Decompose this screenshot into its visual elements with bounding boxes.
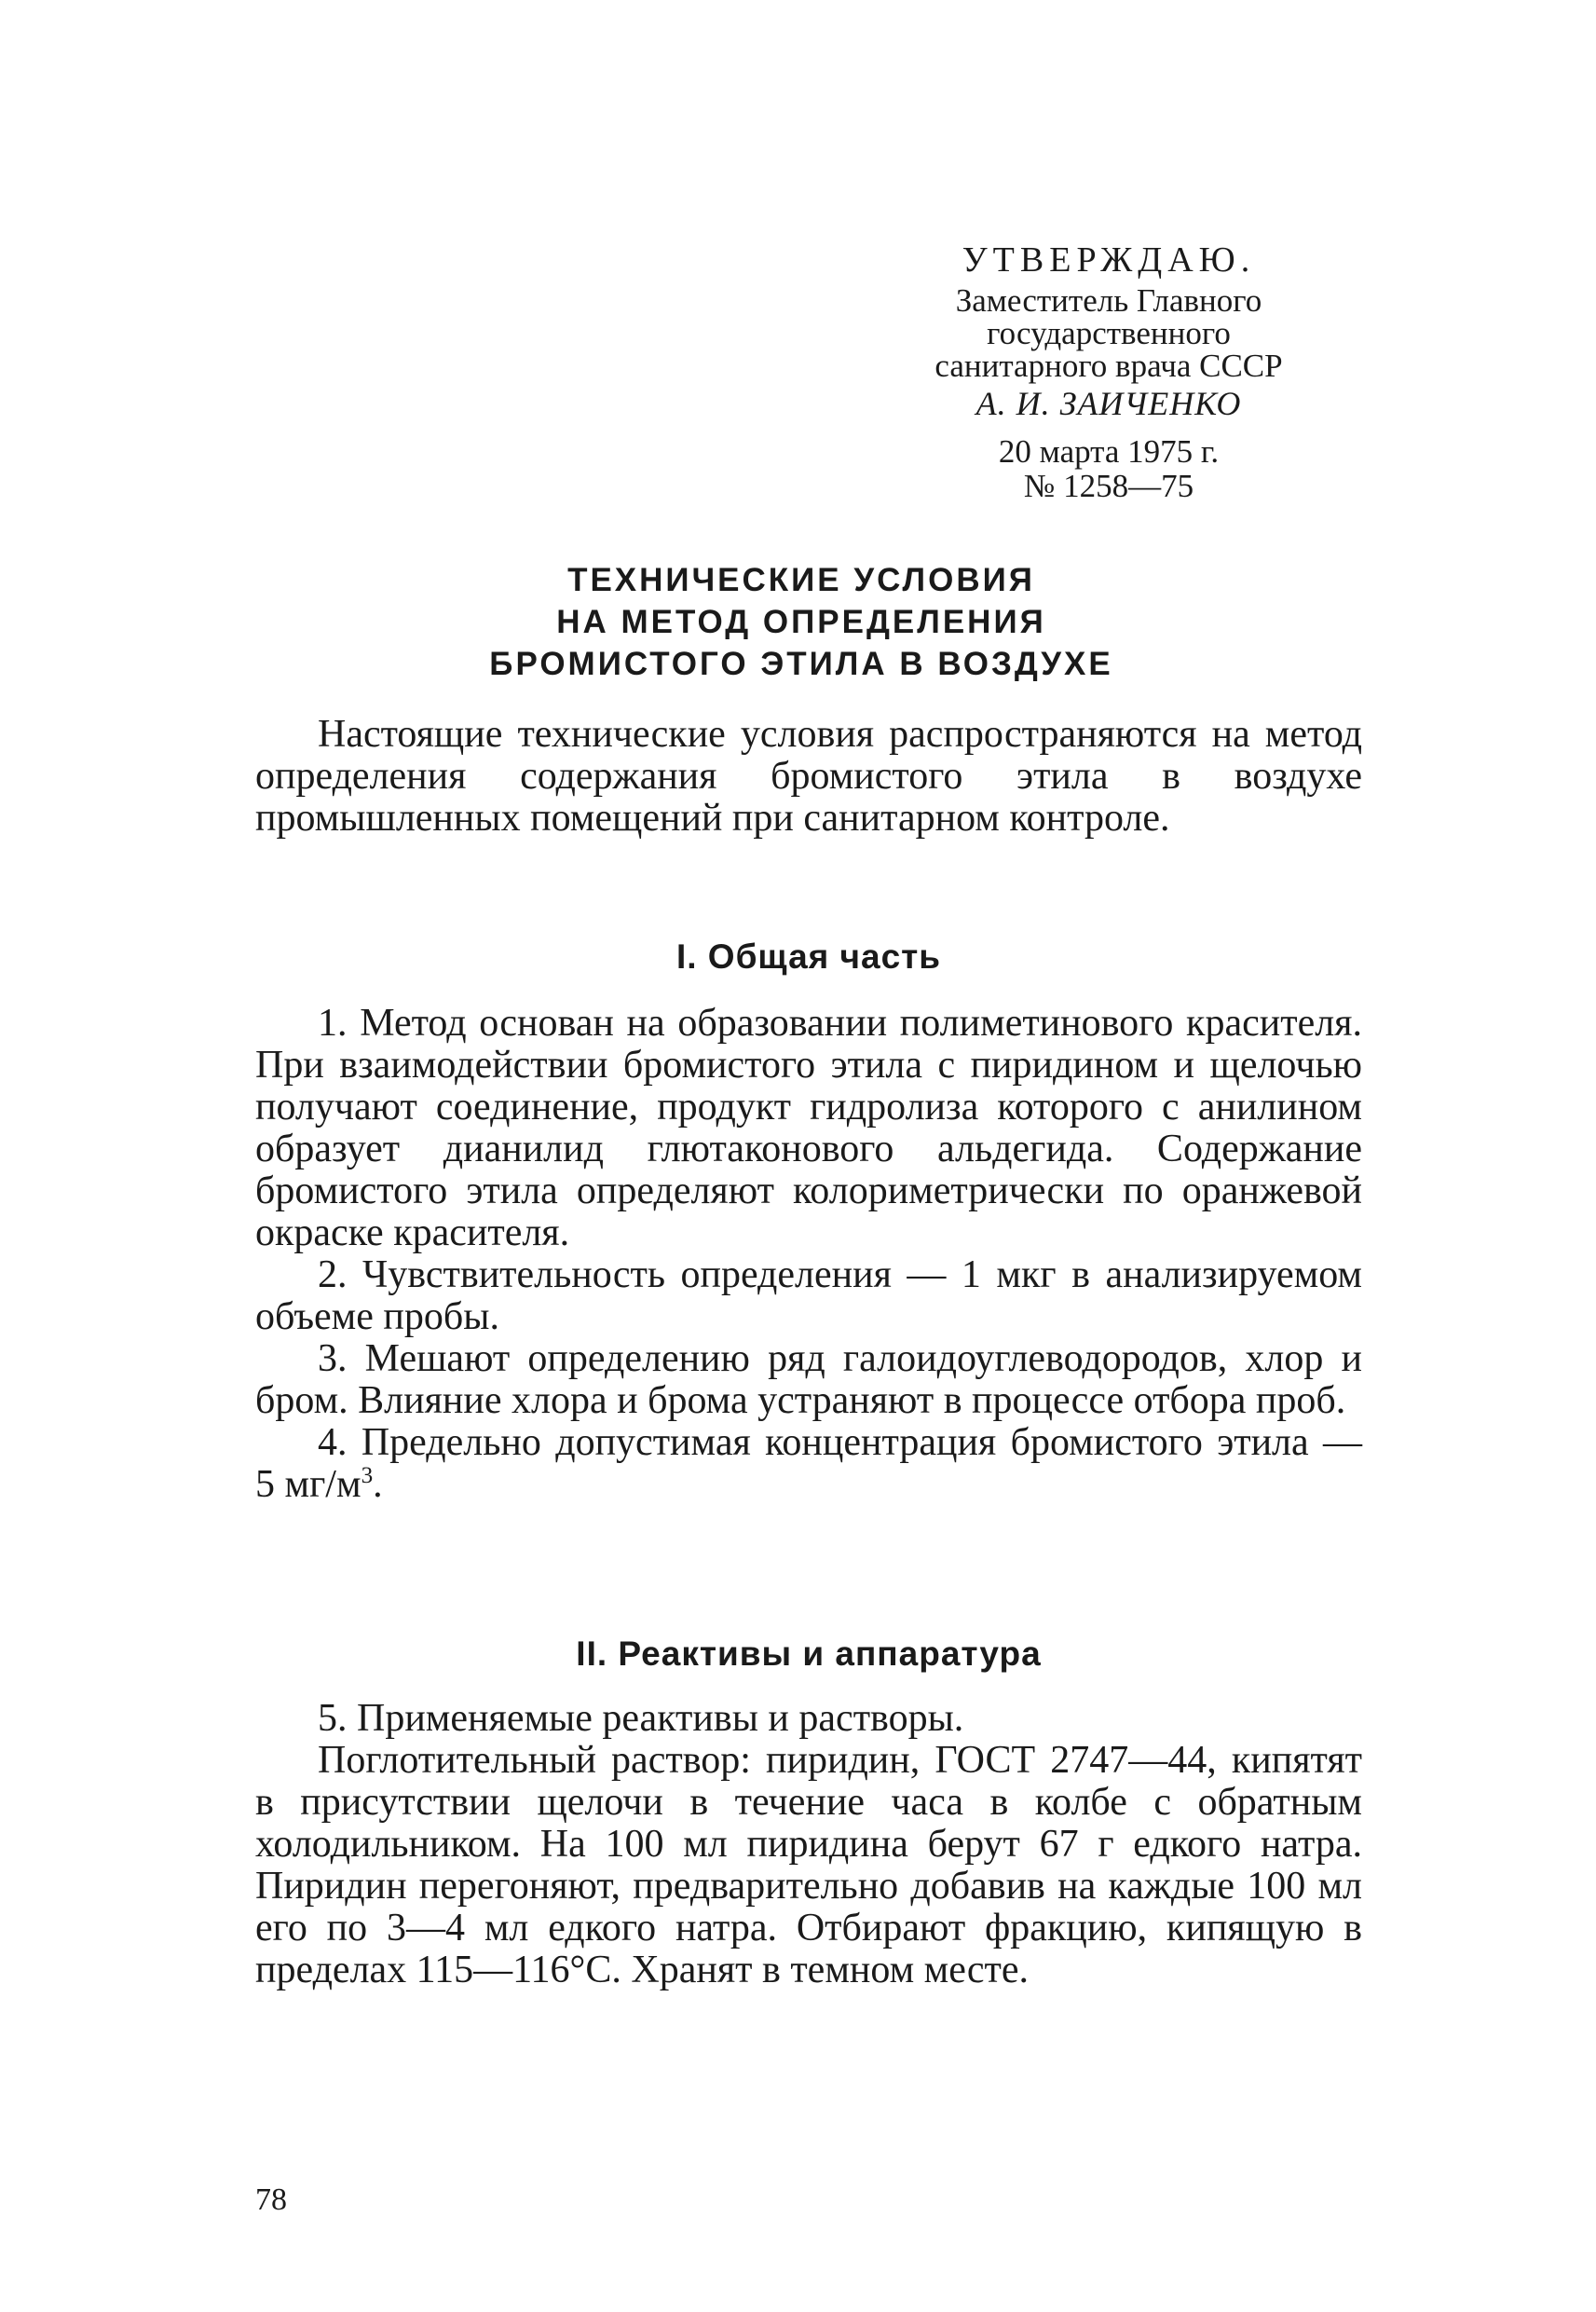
section-2-heading: II. Реактивы и аппаратура (576, 1635, 1042, 1673)
section-1-item-4-end: . (373, 1463, 383, 1506)
approval-heading: УТВЕРЖДАЮ. (962, 240, 1256, 280)
title-line-1: ТЕХНИЧЕСКИЕ УСЛОВИЯ (567, 562, 1035, 598)
approval-date: 20 марта 1975 г. (998, 433, 1220, 470)
title-line-3: БРОМИСТОГО ЭТИЛА В ВОЗДУХЕ (489, 646, 1113, 682)
approver-position-line-3: санитарного врача СССР (934, 348, 1283, 384)
approver-position-line-2: государственного (987, 315, 1231, 351)
document-title (280, 559, 1323, 685)
page-number: 78 (255, 2182, 287, 2217)
title-line-2: НА МЕТОД ОПРЕДЕЛЕНИЯ (556, 604, 1046, 640)
section-1-item-2: 2. Чувствительность определения — 1 мкг в анализируемом объеме пробы. (255, 1253, 1362, 1338)
section-1-item-4-text: 4. Предельно допустимая концентрация бромистого этила — 5 мг/м (255, 1421, 1362, 1506)
section-1-heading: I. Общая часть (675, 937, 942, 976)
approval-number: № 1258—75 (1023, 468, 1194, 504)
approval-block (866, 240, 1351, 504)
intro-paragraph: Настоящие технические условия распространяются на метод определения содержания бромистого этила в воздухе промышленных помещений при санитарном контроле. (255, 713, 1362, 840)
section-1-item-1: 1. Метод основан на образовании полиметинового красителя. При взаимодействии бромистого этила с пиридином и щелочью получают соединение, продукт гидролиза которого с анилином образует дианилид глютаконового альдегида. Содержание бромистого этила определяют колориметрически по оранжевой окраске красителя. (255, 1002, 1362, 1254)
approver-name: А. И. ЗАИЧЕНКО (975, 385, 1242, 422)
section-1-body (255, 1003, 1362, 1506)
cubic-superscript: 3 (361, 1463, 374, 1488)
section-1-item-4 (255, 1422, 1362, 1506)
section-1-item-3: 3. Мешают определению ряд галоидоуглеводородов, хлор и бром. Влияние хлора и брома устраняют в процессе отбора проб. (255, 1337, 1362, 1422)
approver-position-line-1: Заместитель Главного (955, 282, 1262, 319)
section-2-item-5: 5. Применяемые реактивы и растворы. (318, 1697, 964, 1740)
intro-block (255, 714, 1362, 840)
section-2-body (255, 1698, 1362, 1991)
section-2-paragraph: Поглотительный раствор: пиридин, ГОСТ 2747—44, кипятят в присутствии щелочи в течение часа в колбе с обратным холодильником. На 100 мл пиридина берут 67 г едкого натра. Пиридин перегоняют, предварительно добавив на каждые 100 мл его по 3—4 мл едкого натра. Отбирают фракцию, кипящую в пределах 115—116°С. Хранят в темном месте. (255, 1739, 1362, 1991)
